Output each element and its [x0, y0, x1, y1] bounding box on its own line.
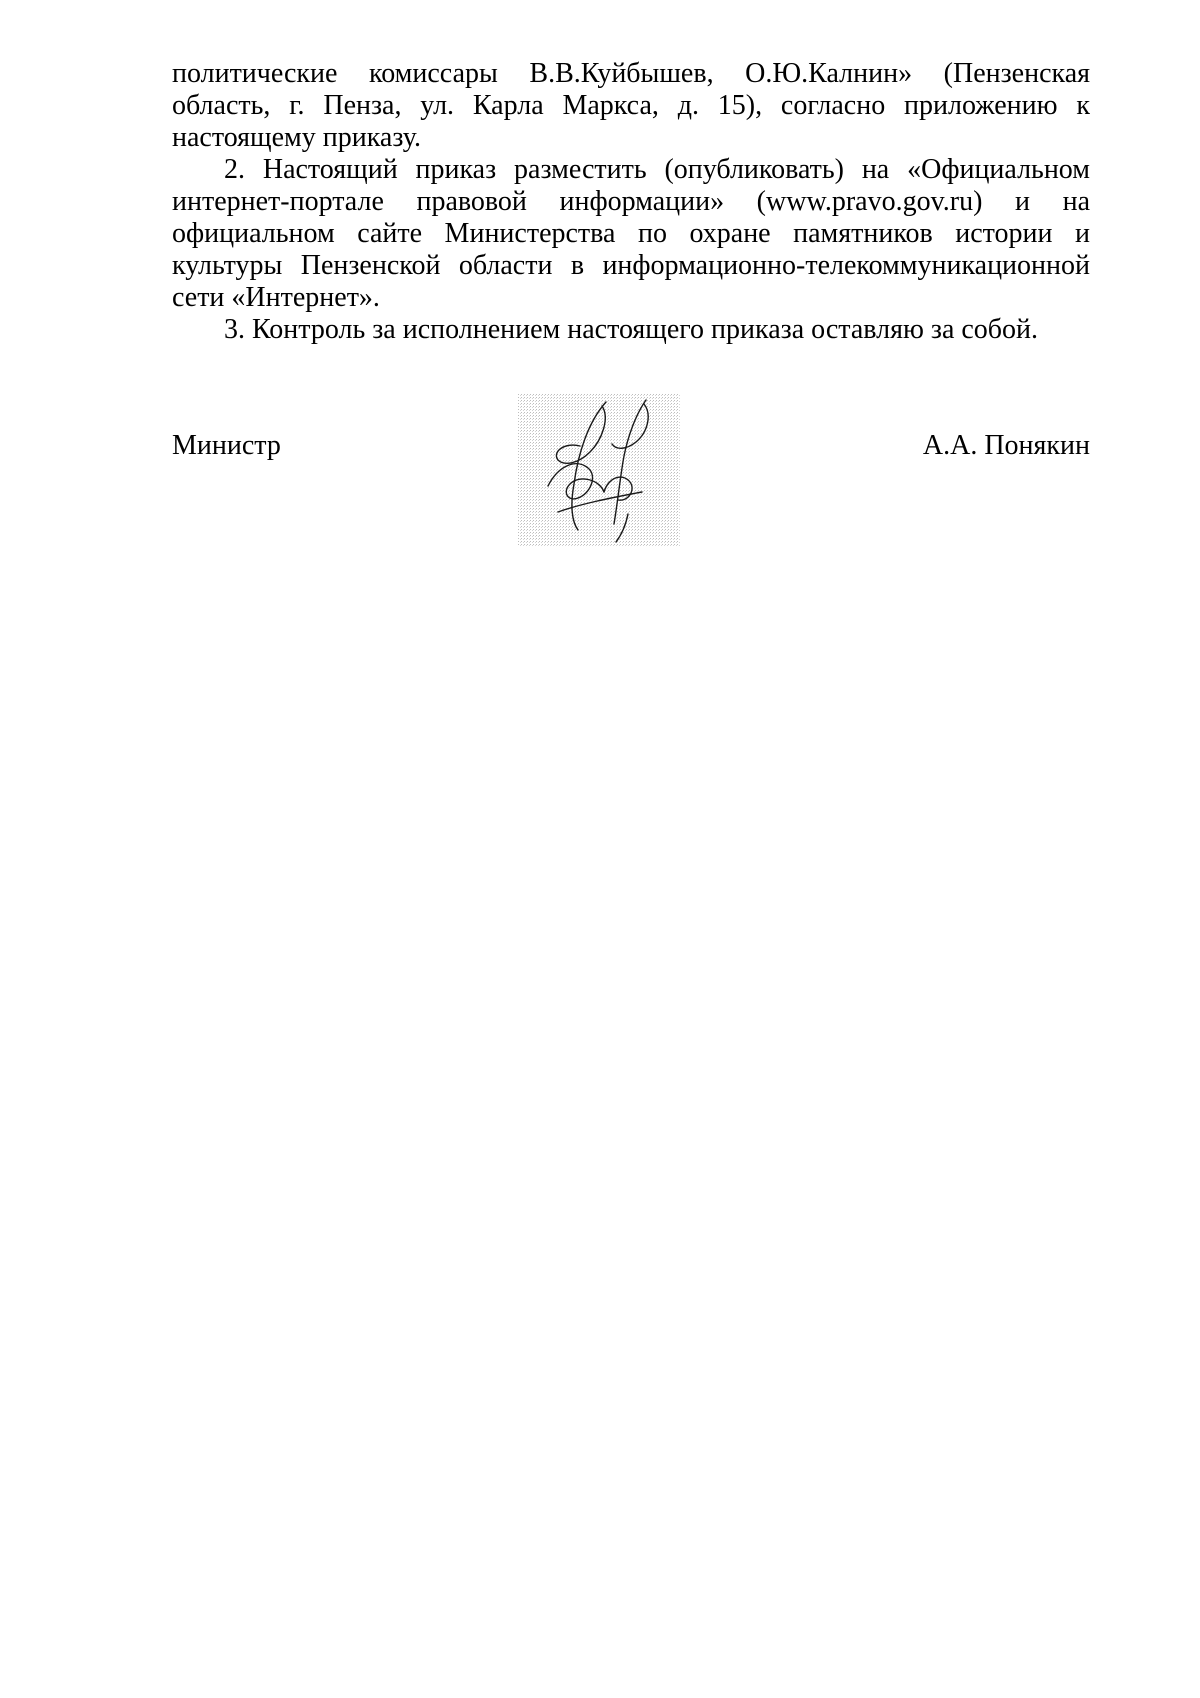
signatory-title: Министр	[172, 430, 281, 461]
paragraph-item-3: 3. Контроль за исполнением настоящего приказа оставляю за собой.	[224, 314, 1039, 345]
document-body	[172, 58, 1090, 346]
signatory-name: А.А. Понякин	[922, 430, 1090, 461]
paragraph-item-2: 2. Настоящий приказ разместить (опубликовать) на «Официальном интернет-портале правовой информации» (www.pravo.gov.ru) и на официальном сайте Министерства по охране памятников истории и культуры Пензенской области в информационно-телекоммуникационной сети «Интернет».	[172, 154, 1090, 313]
handwritten-signature-image	[518, 394, 680, 546]
paragraph-continuation: политические комиссары В.В.Куйбышев, О.Ю.Калнин» (Пензенская область, г. Пенза, ул. Карла Маркса, д. 15), согласно приложению к настоящему приказу.	[172, 58, 1090, 153]
